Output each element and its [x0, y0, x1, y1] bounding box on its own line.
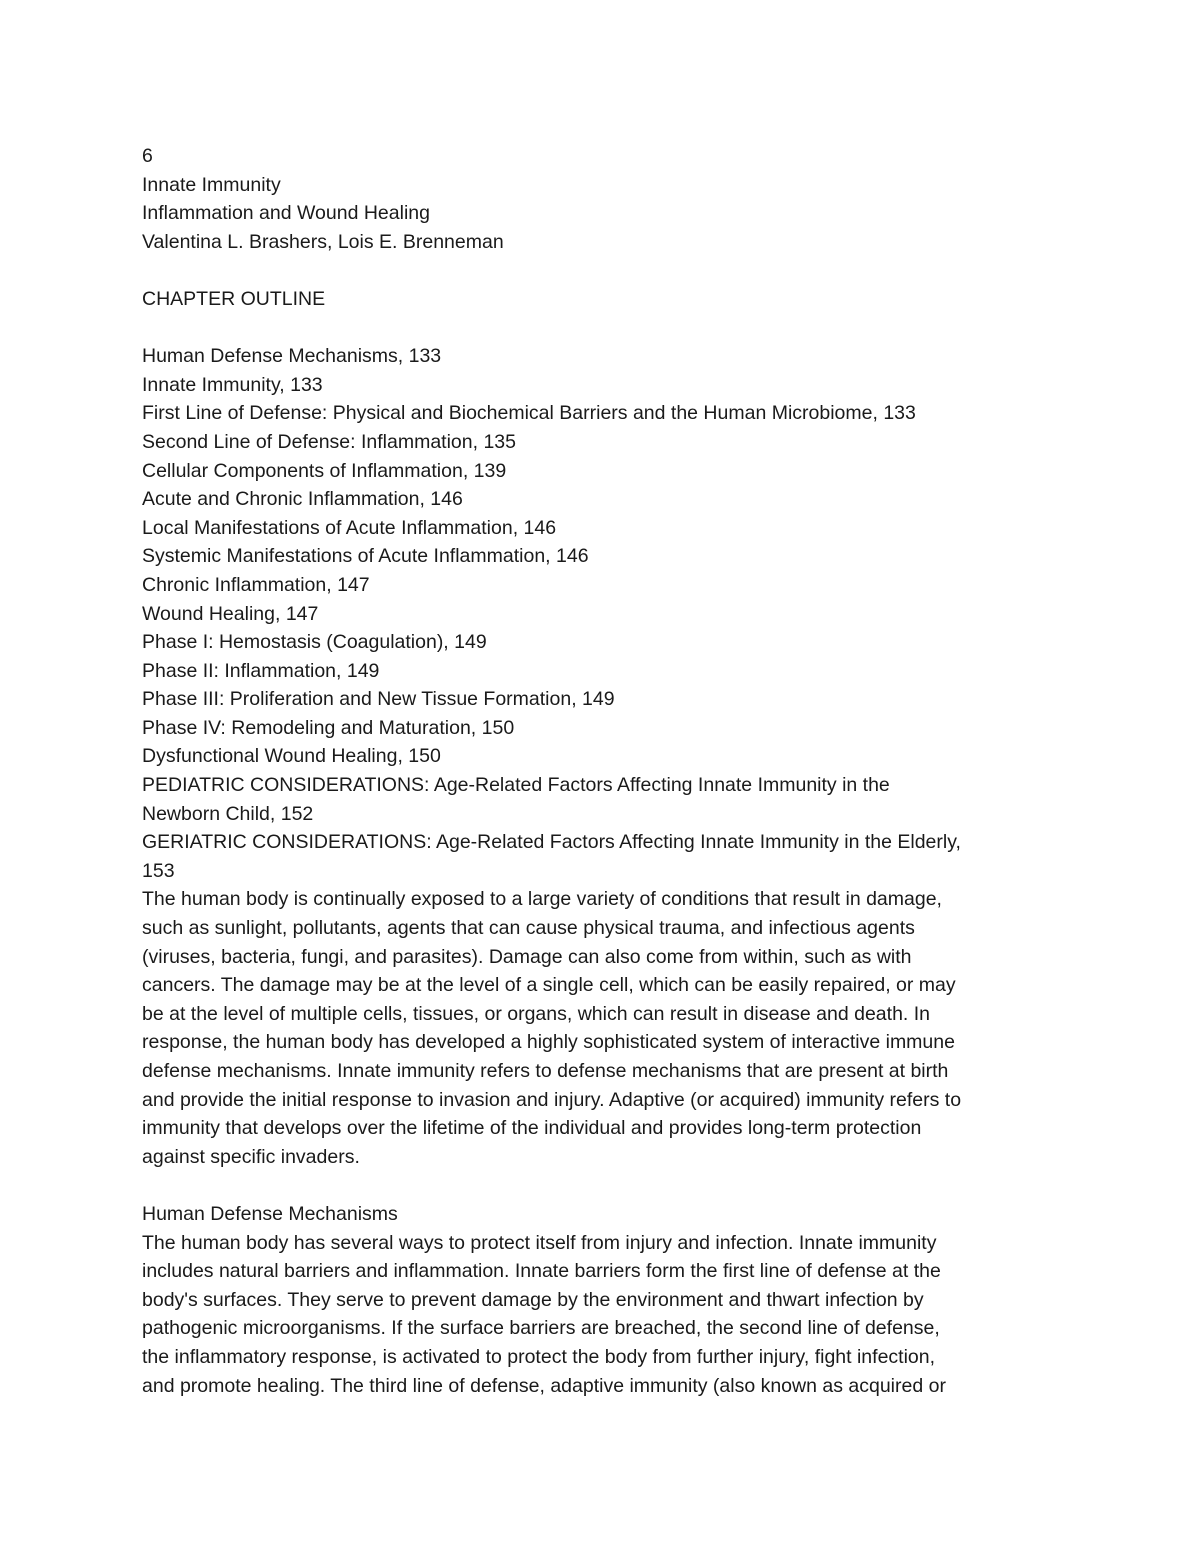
- outline-item-pediatric-cont: Newborn Child, 152: [142, 802, 314, 825]
- paragraph-line: and promote healing. The third line of defense, adaptive immunity (also known as acquired or: [142, 1374, 946, 1397]
- paragraph-line: response, the human body has developed a highly sophisticated system of interactive immune: [142, 1031, 955, 1054]
- chapter-title: Inflammation and Wound Healing: [142, 202, 430, 225]
- outline-item: Chronic Inflammation, 147: [142, 573, 370, 596]
- paragraph-line: and provide the initial response to invasion and injury. Adaptive (or acquired) immunity refers to: [142, 1088, 962, 1111]
- outline-item-geriatric: GERIATRIC CONSIDERATIONS: Age-Related Factors Affecting Innate Immunity in the Elderly,: [142, 831, 961, 854]
- section-paragraph: [142, 1229, 1062, 1401]
- spacer: [142, 1171, 1062, 1200]
- outline-item: Phase IV: Remodeling and Maturation, 150: [142, 716, 515, 739]
- chapter-authors: Valentina L. Brashers, Lois E. Brenneman: [142, 230, 504, 253]
- paragraph-line: be at the level of multiple cells, tissues, or organs, which can result in disease and death. In: [142, 1002, 931, 1025]
- outline-item: Innate Immunity, 133: [142, 373, 323, 396]
- paragraph-line: The human body is continually exposed to a large variety of conditions that result in damage,: [142, 888, 942, 911]
- paragraph-line: defense mechanisms. Innate immunity refers to defense mechanisms that are present at birth: [142, 1060, 949, 1082]
- outline-item: Systemic Manifestations of Acute Inflammation, 146: [142, 545, 589, 568]
- paragraph-line: (viruses, bacteria, fungi, and parasites). Damage can also come from within, such as with: [142, 945, 912, 968]
- outline-item: Local Manifestations of Acute Inflammation, 146: [142, 516, 557, 539]
- outline-item: Dysfunctional Wound Healing, 150: [142, 745, 441, 768]
- outline-item-pediatric: PEDIATRIC CONSIDERATIONS: Age-Related Factors Affecting Innate Immunity in the: [142, 774, 890, 797]
- outline-item: Human Defense Mechanisms, 133: [142, 345, 442, 368]
- chapter-outline: [142, 342, 1062, 885]
- paragraph-line: includes natural barriers and inflammation. Innate barriers form the first line of defense at the: [142, 1260, 941, 1283]
- paragraph-line: immunity that develops over the lifetime of the individual and provides long-term protection: [142, 1117, 922, 1140]
- paragraph-line: the inflammatory response, is activated to protect the body from further injury, fight infection,: [142, 1345, 936, 1368]
- section-heading: Human Defense Mechanisms: [142, 1202, 398, 1225]
- outline-item: Second Line of Defense: Inflammation, 135: [142, 430, 516, 453]
- paragraph-line: cancers. The damage may be at the level of a single cell, which can be easily repaired, or may: [142, 974, 956, 997]
- intro-paragraph: [142, 885, 1062, 1171]
- paragraph-line: The human body has several ways to protect itself from injury and infection. Innate immunity: [142, 1231, 937, 1254]
- chapter-number: 6: [142, 145, 153, 167]
- paragraph-line: body's surfaces. They serve to prevent damage by the environment and thwart infection by: [142, 1288, 924, 1311]
- part-title: Innate Immunity: [142, 173, 281, 196]
- document-page: [142, 142, 1062, 1400]
- outline-item: First Line of Defense: Physical and Biochemical Barriers and the Human Microbiome, 133: [142, 402, 916, 425]
- outline-item: Phase III: Proliferation and New Tissue Formation, 149: [142, 688, 615, 711]
- outline-item: Wound Healing, 147: [142, 602, 319, 625]
- outline-heading: CHAPTER OUTLINE: [142, 287, 326, 310]
- paragraph-line: such as sunlight, pollutants, agents that can cause physical trauma, and infectious agents: [142, 917, 915, 940]
- paragraph-line: pathogenic microorganisms. If the surface barriers are breached, the second line of defense,: [142, 1317, 940, 1340]
- outline-item: Acute and Chronic Inflammation, 146: [142, 488, 463, 511]
- spacer: [142, 314, 1062, 343]
- spacer: [142, 256, 1062, 285]
- outline-item: Phase I: Hemostasis (Coagulation), 149: [142, 631, 487, 654]
- chapter-header: [142, 142, 1062, 256]
- outline-item-geriatric-cont: 153: [142, 859, 175, 882]
- paragraph-line: against specific invaders.: [142, 1145, 360, 1168]
- outline-item: Phase II: Inflammation, 149: [142, 659, 380, 682]
- outline-item: Cellular Components of Inflammation, 139: [142, 459, 507, 482]
